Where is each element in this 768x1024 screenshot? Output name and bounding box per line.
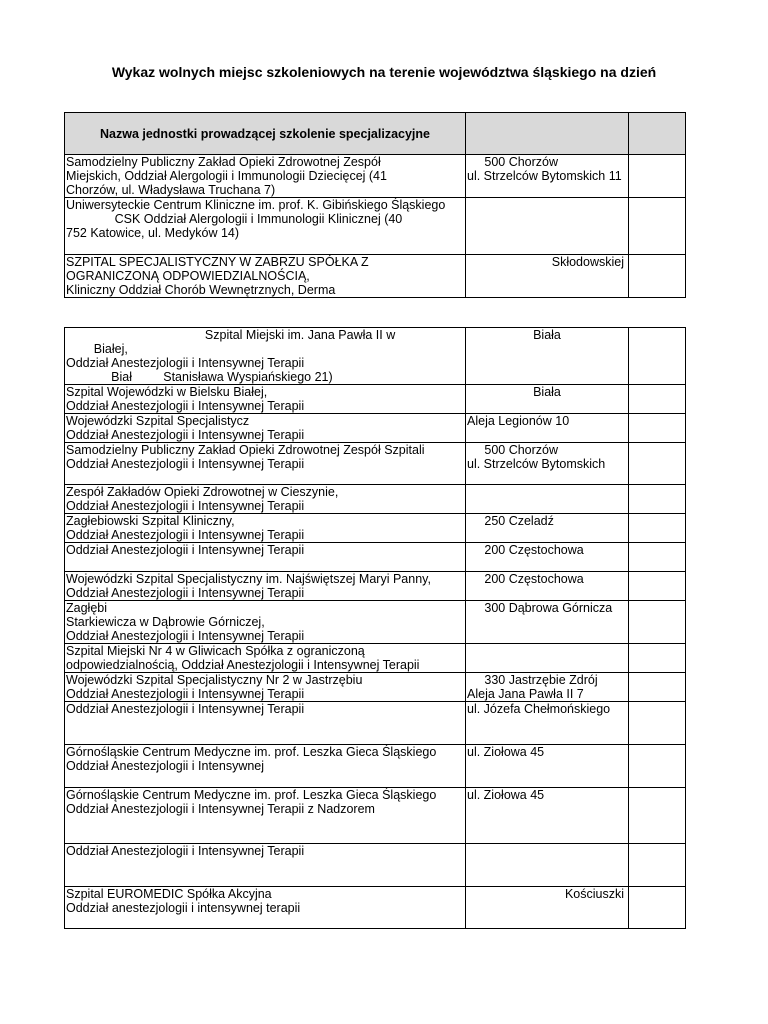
- cell-text-line: ul. Strzelców Bytomskich 11: [467, 169, 622, 183]
- empty-cell: [629, 328, 686, 385]
- unit-name-cell: [65, 255, 466, 298]
- cell-text-line: ul. Ziołowa 45: [467, 745, 545, 759]
- location-cell: [466, 514, 629, 543]
- cell-text-line: 200 Częstochowa: [467, 543, 584, 557]
- cell-text-line: ul. Józefa Chełmońskiego: [467, 702, 611, 716]
- cell-text-line: Biała: [533, 385, 561, 399]
- location-cell: [466, 485, 629, 514]
- cell-text-line: Biał Stanisława Wyspiańskiego 21): [66, 370, 333, 384]
- cell-text-line: Chorzów, ul. Władysława Truchana 7): [66, 183, 276, 197]
- empty-cell: [629, 198, 686, 255]
- table-row: [65, 255, 686, 298]
- table-row: [65, 414, 686, 443]
- training-table-anesthesiology: [64, 327, 686, 929]
- cell-text-line: Oddział Anestezjologii i Intensywnej Terapii: [66, 629, 305, 643]
- empty-cell: [629, 543, 686, 572]
- header-col3: [629, 113, 686, 155]
- cell-text-line: 500 Chorzów: [467, 155, 559, 169]
- cell-text-line: Wojewódzki Szpital Specjalistycz: [66, 414, 250, 428]
- empty-cell: [629, 601, 686, 644]
- location-cell: [466, 702, 629, 745]
- location-cell: [466, 328, 629, 385]
- unit-name-cell: [65, 328, 466, 385]
- table-header-row: [65, 113, 686, 155]
- empty-cell: [629, 644, 686, 673]
- cell-text-line: Oddział anestezjologii i intensywnej terapii: [66, 901, 301, 915]
- location-cell: [466, 745, 629, 788]
- location-cell: [466, 887, 629, 929]
- unit-name-cell: [65, 414, 466, 443]
- empty-cell: [629, 514, 686, 543]
- cell-text-line: Oddział Anestezjologii i Intensywnej Terapii: [66, 428, 305, 442]
- cell-text-line: Oddział Anestezjologii i Intensywnej Terapii: [66, 499, 305, 513]
- unit-name-cell: [65, 514, 466, 543]
- cell-text-line: Oddział Anestezjologii i Intensywnej Terapii: [66, 844, 305, 858]
- empty-cell: [629, 255, 686, 298]
- cell-text-line: 500 Chorzów: [467, 443, 559, 457]
- location-cell: [466, 543, 629, 572]
- table-row: [65, 443, 686, 485]
- header-col2: [466, 113, 629, 155]
- page-title: Wykaz wolnych miejsc szkoleniowych na terenie województwa śląskiego na dzień: [111, 64, 657, 80]
- table2-body: [65, 328, 686, 929]
- training-table-top: [64, 112, 686, 298]
- table-row: [65, 788, 686, 844]
- unit-name-cell: [65, 601, 466, 644]
- empty-cell: [629, 414, 686, 443]
- table-row: [65, 673, 686, 702]
- cell-text-line: 250 Czeladź: [467, 514, 554, 528]
- cell-text-line: Oddział Anestezjologii i Intensywnej Terapii: [66, 586, 305, 600]
- empty-cell: [629, 745, 686, 788]
- table-row: [65, 514, 686, 543]
- location-cell: [466, 644, 629, 673]
- cell-text-line: CSK Oddział Alergologii i Immunologii Klinicznej (40: [66, 212, 403, 226]
- cell-text-line: Oddział Anestezjologii i Intensywnej Terapii: [66, 457, 305, 471]
- table-row: [65, 198, 686, 255]
- empty-cell: [629, 155, 686, 198]
- cell-text-line: 752 Katowice, ul. Medyków 14): [66, 226, 240, 240]
- cell-text-line: Zagłebiowski Szpital Kliniczny,: [66, 514, 235, 528]
- cell-text-line: Oddział Anestezjologii i Intensywnej Terapii: [66, 702, 305, 716]
- unit-name-cell: [65, 702, 466, 745]
- table-row: [65, 745, 686, 788]
- cell-text-line: 300 Dąbrowa Górnicza: [467, 601, 613, 615]
- cell-text-line: Oddział Anestezjologii i Intensywnej Terapii: [66, 399, 305, 413]
- cell-text-line: Oddział Anestezjologii i Intensywnej: [66, 759, 265, 773]
- location-cell: [466, 673, 629, 702]
- cell-text-line: Górnośląskie Centrum Medyczne im. prof. Leszka Gieca Śląskiego: [66, 788, 437, 802]
- table-row: [65, 155, 686, 198]
- cell-text-line: Kościuszki: [564, 887, 624, 901]
- unit-name-cell: [65, 385, 466, 414]
- cell-text-line: Oddział Anestezjologii i Intensywnej Terapii z Nadzorem: [66, 802, 375, 816]
- cell-text-line: 330 Jastrzębie Zdrój: [467, 673, 598, 687]
- location-cell: [466, 572, 629, 601]
- location-cell: [466, 385, 629, 414]
- cell-text-line: Szpital EUROMEDIC Spółka Akcyjna: [66, 887, 272, 901]
- table-row: [65, 644, 686, 673]
- table-row: [65, 702, 686, 745]
- location-cell: [466, 601, 629, 644]
- empty-cell: [629, 385, 686, 414]
- table-row: [65, 844, 686, 887]
- unit-name-cell: [65, 644, 466, 673]
- cell-text-line: ul. Strzelców Bytomskich: [467, 457, 606, 471]
- location-cell: [466, 198, 629, 255]
- cell-text-line: SZPITAL SPECJALISTYCZNY W ZABRZU SPÓŁKA Z: [66, 255, 369, 269]
- cell-text-line: odpowiedzialnością, Oddział Anestezjologii i Intensywnej Terapii: [66, 658, 420, 672]
- cell-text-line: Aleja Jana Pawła II 7: [467, 687, 584, 701]
- table-row: [65, 572, 686, 601]
- empty-cell: [629, 702, 686, 745]
- table-row: [65, 385, 686, 414]
- cell-text-line: Oddział Anestezjologii i Intensywnej Terapii: [66, 687, 305, 701]
- empty-cell: [629, 887, 686, 929]
- cell-text-line: Wojewódzki Szpital Specjalistyczny Nr 2 w Jastrzębiu: [66, 673, 363, 687]
- location-cell: [466, 443, 629, 485]
- location-cell: [466, 788, 629, 844]
- location-cell: [466, 844, 629, 887]
- location-cell: [466, 414, 629, 443]
- table-row: [65, 328, 686, 385]
- cell-text-line: Szpital Miejski im. Jana Pawła II w: [66, 328, 396, 342]
- location-cell: [466, 155, 629, 198]
- cell-text-line: OGRANICZONĄ ODPOWIEDZIALNOŚCIĄ,: [66, 269, 310, 283]
- empty-cell: [629, 572, 686, 601]
- cell-text-line: Zagłębi: [66, 601, 107, 615]
- cell-text-line: Starkiewicza w Dąbrowie Górniczej,: [66, 615, 265, 629]
- cell-text-line: Szpital Wojewódzki w Bielsku Białej,: [66, 385, 268, 399]
- cell-text-line: Skłodowskiej: [551, 255, 624, 269]
- unit-name-cell: [65, 844, 466, 887]
- cell-text-line: Szpital Miejski Nr 4 w Gliwicach Spółka z ograniczoną: [66, 644, 365, 658]
- cell-text-line: Wojewódzki Szpital Specjalistyczny im. Najświętszej Maryi Panny,: [66, 572, 431, 586]
- cell-text-line: Samodzielny Publiczny Zakład Opieki Zdrowotnej Zespół Szpitali: [66, 443, 425, 457]
- unit-name-cell: [65, 155, 466, 198]
- table-row: [65, 543, 686, 572]
- cell-text-line: 200 Częstochowa: [467, 572, 584, 586]
- unit-name-cell: [65, 443, 466, 485]
- cell-text-line: Kliniczny Oddział Chorób Wewnętrznych, Derma: [66, 283, 336, 297]
- cell-text-line: Oddział Anestezjologii i Intensywnej Terapii: [66, 356, 305, 370]
- unit-name-cell: [65, 745, 466, 788]
- empty-cell: [629, 443, 686, 485]
- cell-text-line: Uniwersyteckie Centrum Kliniczne im. prof. K. Gibińskiego Śląskiego: [66, 198, 446, 212]
- unit-name-cell: [65, 485, 466, 514]
- unit-name-cell: [65, 198, 466, 255]
- cell-text-line: Oddział Anestezjologii i Intensywnej Terapii: [66, 528, 305, 542]
- cell-text-line: Zespół Zakładów Opieki Zdrowotnej w Cieszynie,: [66, 485, 339, 499]
- cell-text-line: Górnośląskie Centrum Medyczne im. prof. Leszka Gieca Śląskiego: [66, 745, 437, 759]
- table1-body: [65, 155, 686, 298]
- empty-cell: [629, 673, 686, 702]
- table-row: [65, 887, 686, 929]
- cell-text-line: Miejskich, Oddział Alergologii i Immunologii Dziecięcej (41: [66, 169, 387, 183]
- cell-text-line: Oddział Anestezjologii i Intensywnej Terapii: [66, 543, 305, 557]
- cell-text-line: Biała: [533, 328, 561, 342]
- table-row: [65, 485, 686, 514]
- cell-text-line: Samodzielny Publiczny Zakład Opieki Zdrowotnej Zespół: [66, 155, 381, 169]
- unit-name-cell: [65, 572, 466, 601]
- cell-text-line: Białej,: [66, 342, 128, 356]
- unit-name-cell: [65, 543, 466, 572]
- unit-name-cell: [65, 673, 466, 702]
- location-cell: [466, 255, 629, 298]
- cell-text-line: ul. Ziołowa 45: [467, 788, 545, 802]
- empty-cell: [629, 788, 686, 844]
- unit-name-cell: [65, 887, 466, 929]
- cell-text-line: Aleja Legionów 10: [467, 414, 570, 428]
- empty-cell: [629, 485, 686, 514]
- empty-cell: [629, 844, 686, 887]
- header-unit-name: Nazwa jednostki prowadzącej szkolenie specjalizacyjne: [65, 113, 466, 155]
- unit-name-cell: [65, 788, 466, 844]
- table-row: [65, 601, 686, 644]
